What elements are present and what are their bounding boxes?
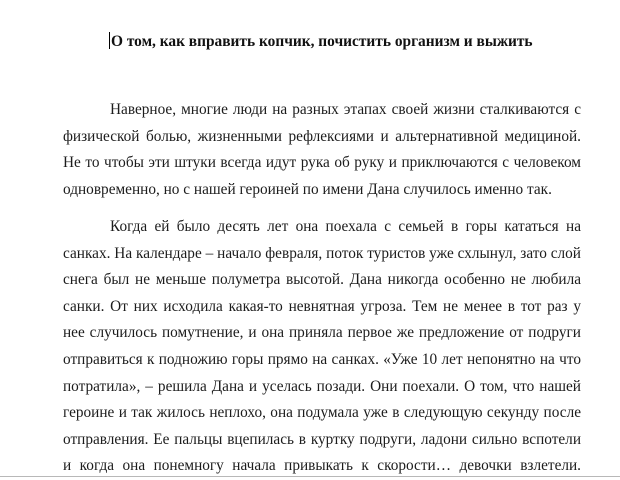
paragraph-line: санках. На календаре – начало февраля, поток туристов уже схлынул, зато слой (63, 244, 581, 262)
page-bottom-edge (0, 476, 620, 477)
paragraph-line: и когда она понемногу начала привыкать к скорости… девочки взлетели. (63, 457, 581, 475)
paragraph-line: снега был не меньше полуметра высотой. Дана никогда особенно не любила (63, 271, 581, 289)
text-cursor (109, 32, 110, 49)
paragraph-2[interactable] (63, 214, 581, 476)
paragraph-line: Наверное, многие люди на разных этапах своей жизни сталкиваются с (110, 101, 581, 118)
paragraph-line: нее случилось помутнение, и она приняла первое же предложение от подруги (63, 324, 581, 342)
paragraph-line: физической болью, жизненными рефлексиями и альтернативной медициной. (63, 127, 581, 145)
paragraph-line: Не то чтобы эти штуки всегда идут рука об руку и приключаются с человеком (63, 154, 581, 172)
paragraph-line: Когда ей было десять лет она поехала с семьей в горы кататься на (110, 218, 581, 235)
paragraph-line: отправиться к подножию горы прямо на санках. «Уже 10 лет непонятно на что (63, 350, 581, 368)
document-title: О том, как вправить копчик, почистить организм и выжить (111, 33, 533, 50)
paragraph-1[interactable] (63, 97, 581, 203)
paragraph-line: потратила», – решила Дана и уселась позади. Они поехали. О том, что нашей (63, 377, 581, 395)
paragraph-line: санки. От них исходила какая-то невнятная угроза. Тем не менее в тот раз у (63, 297, 581, 315)
paragraph-line: одновременно, но с нашей героиней по имени Дана случилось именно так. (63, 180, 552, 198)
paragraph-line: отправления. Ее пальцы вцепилась в куртку подруги, ладони сильно вспотели (63, 430, 581, 448)
title-row[interactable] (109, 32, 549, 54)
paragraph-line: героине и так жилось неплохо, она подумала уже в следующую секунду после (63, 404, 581, 422)
